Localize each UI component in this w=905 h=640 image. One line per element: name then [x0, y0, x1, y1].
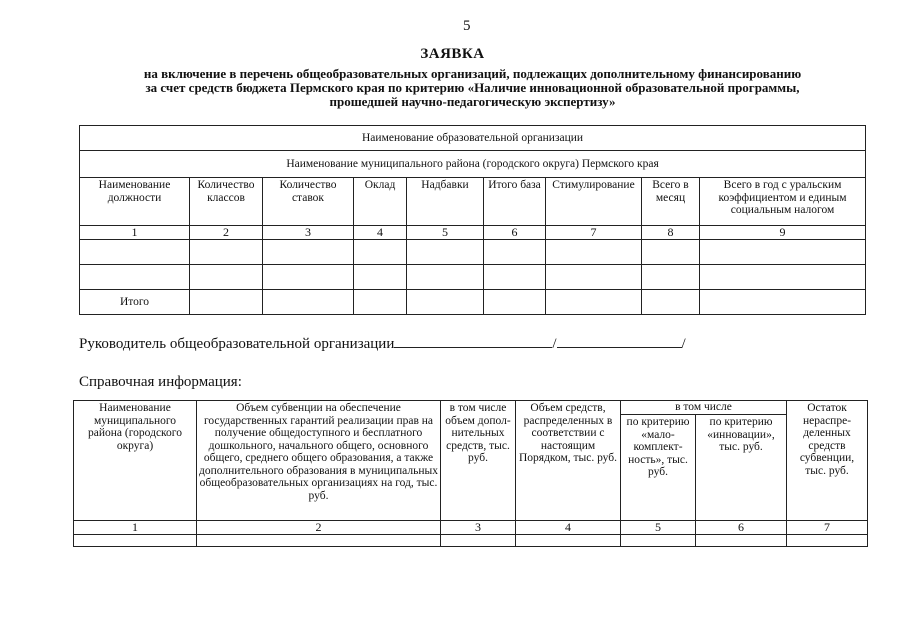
signature-line	[79, 334, 686, 353]
column-number: 7	[787, 521, 868, 535]
header-including-group: в том числе	[621, 401, 787, 415]
column-number: 6	[484, 226, 546, 240]
column-number: 4	[516, 521, 621, 535]
subtitle-line: прошедшей научно-педагогическую экспертизу»	[329, 94, 616, 109]
column-number: 7	[546, 226, 642, 240]
header-salary: Оклад	[354, 178, 407, 226]
column-number: 8	[642, 226, 700, 240]
header-remainder: Остаток нераспре-деленных средств субвенции, тыс. руб.	[787, 401, 868, 521]
header-incentive: Стимулирование	[546, 178, 642, 226]
table-row	[80, 265, 866, 290]
header-yearly-total: Всего в год с уральским коэффициентом и единым социальным налогом	[700, 178, 866, 226]
column-number: 2	[190, 226, 263, 240]
column-number: 4	[354, 226, 407, 240]
column-number: 1	[80, 226, 190, 240]
total-label: Итого	[80, 290, 190, 315]
document-subtitle	[75, 67, 870, 109]
column-number: 3	[441, 521, 516, 535]
header-base-total: Итого база	[484, 178, 546, 226]
staff-table	[79, 125, 866, 315]
column-number: 5	[407, 226, 484, 240]
table-row	[80, 240, 866, 265]
total-row	[80, 290, 866, 315]
column-number: 5	[621, 521, 696, 535]
org-name-row: Наименование образовательной организации	[80, 126, 866, 151]
reference-label: Справочная информация:	[79, 374, 242, 390]
subtitle-line: на включение в перечень общеобразовательных организаций, подлежащих дополнительному финансированию	[143, 66, 802, 81]
header-rates: Количество ставок	[263, 178, 354, 226]
header-allowances: Надбавки	[407, 178, 484, 226]
header-position: Наименование должности	[80, 178, 190, 226]
table-row	[74, 535, 868, 547]
column-number: 6	[696, 521, 787, 535]
column-number: 2	[197, 521, 441, 535]
header-district: Наименование муниципального района (городского округа)	[74, 401, 197, 521]
header-additional: в том числе объем допол-нительных средств, тыс. руб.	[441, 401, 516, 521]
column-number: 9	[700, 226, 866, 240]
header-monthly-total: Всего в месяц	[642, 178, 700, 226]
document-title: ЗАЯВКА	[420, 46, 485, 62]
page-number: 5	[463, 18, 471, 34]
signature-end: /	[681, 336, 686, 352]
subtitle-line: за счет средств бюджета Пермского края по критерию «Наличие инновационной образовательной программы,	[145, 80, 800, 95]
header-distributed: Объем средств, распределенных в соответствии с настоящим Порядком, тыс. руб.	[516, 401, 621, 521]
subvention-table	[73, 400, 868, 547]
signature-label: Руководитель общеобразовательной организации	[79, 336, 395, 352]
header-subvention: Объем субвенции на обеспечение государственных гарантий реализации прав на получение общедоступного и бесплатного дошкольного, начального общего, основного общего, среднего общего образования, а также дополнительного образования в муниципальных общеобразовательных организациях на год, тыс. руб.	[197, 401, 441, 521]
header-classes: Количество классов	[190, 178, 263, 226]
header-innovation: по критерию «инновации», тыс. руб.	[696, 415, 787, 521]
column-number: 1	[74, 521, 197, 535]
column-number: 3	[263, 226, 354, 240]
district-name-row: Наименование муниципального района (городского округа) Пермского края	[80, 151, 866, 178]
header-small-schools: по критерию «мало-комплект-ность», тыс. руб.	[621, 415, 696, 521]
signature-separator: /	[552, 336, 557, 352]
